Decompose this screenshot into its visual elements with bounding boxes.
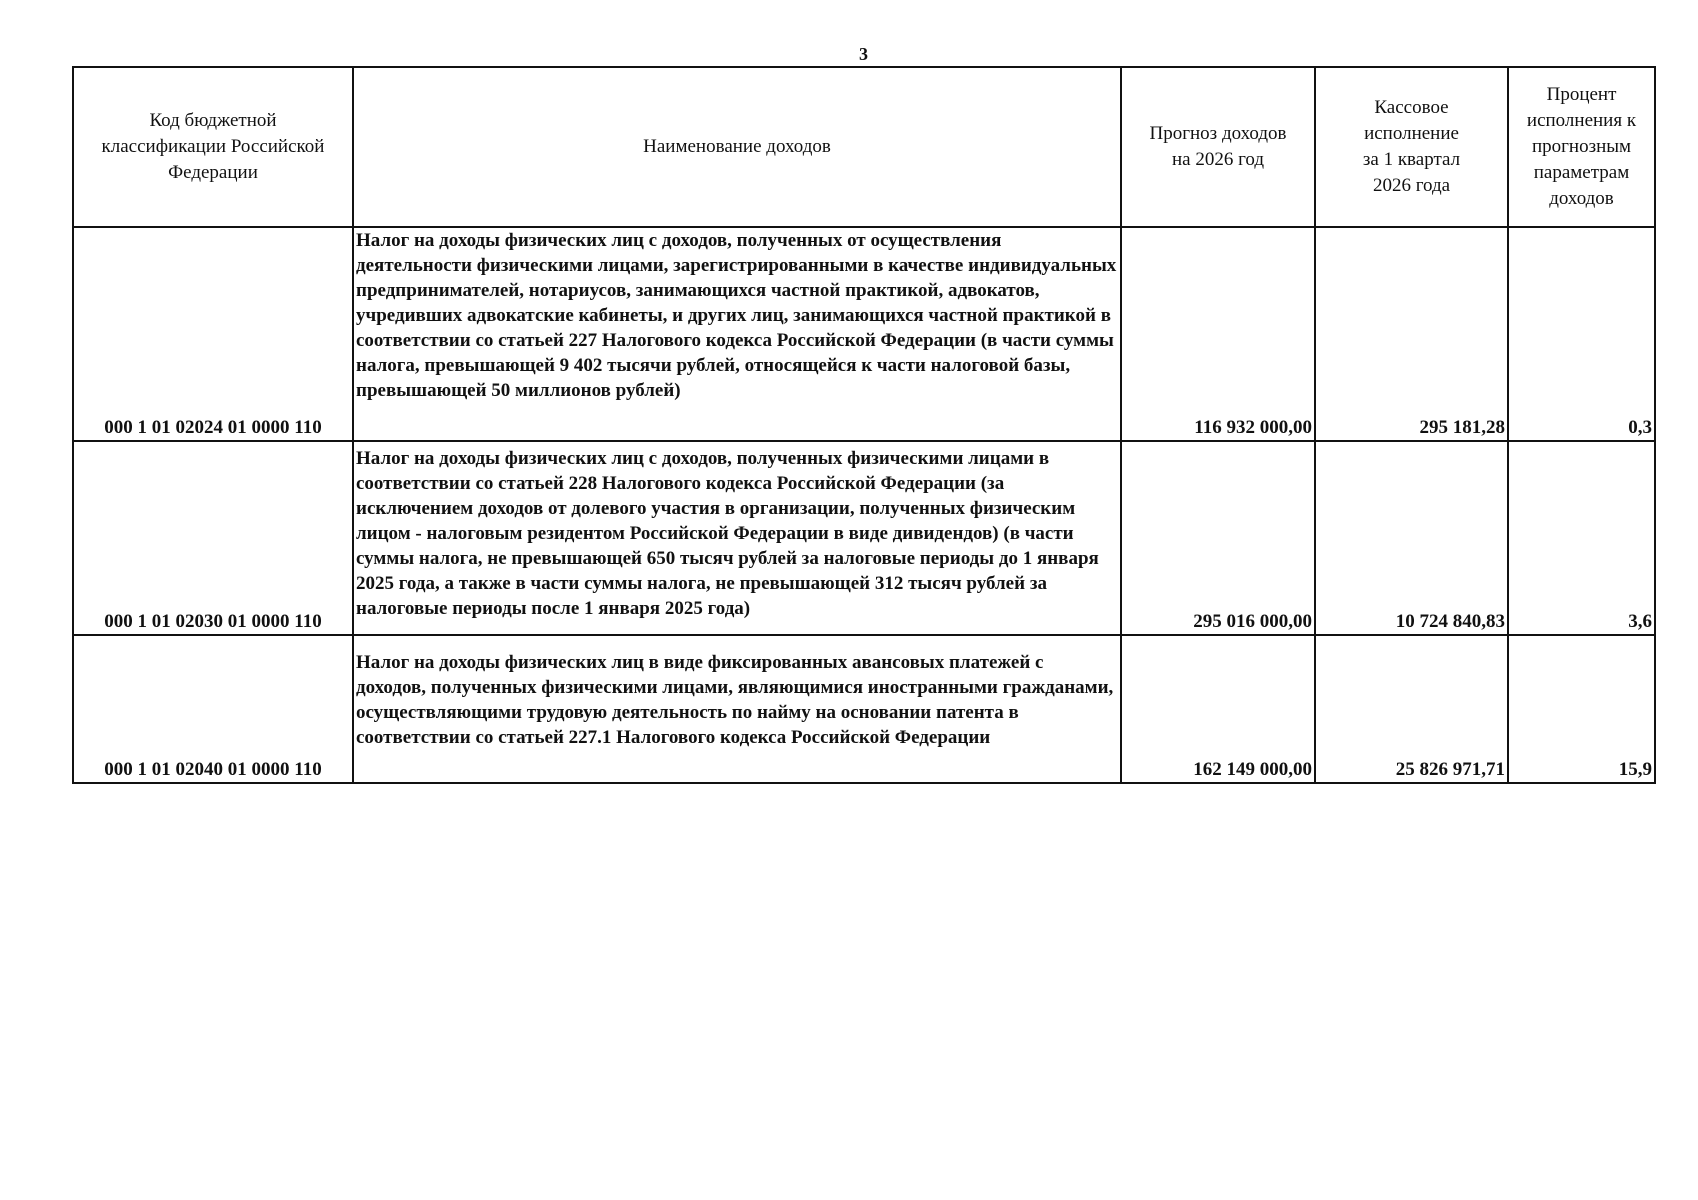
row-percent: 0,3: [1508, 227, 1655, 441]
row-execution: 295 181,28: [1315, 227, 1508, 441]
row-forecast: 295 016 000,00: [1121, 441, 1315, 635]
row-forecast: 162 149 000,00: [1121, 635, 1315, 783]
row-forecast: 116 932 000,00: [1121, 227, 1315, 441]
header-percent: Процент исполнения к прогнозным параметрам доходов: [1508, 67, 1655, 227]
header-name: Наименование доходов: [353, 67, 1121, 227]
revenue-table: [72, 66, 1656, 784]
row-name: Налог на доходы физических лиц с доходов, полученных от осуществления деятельности физическими лицами, зарегистрированными в качестве индивидуальных предпринимателей, нотариусов, занимающихся частной практикой, адвокатов, учредивших адвокатские кабинеты, и других лиц, занимающихся частной практикой в соответствии со статьей 227 Налогового кодекса Российской Федерации (в части суммы налога, превышающей 9 402 тысячи рублей, относящейся к части налоговой базы, превышающей 50 миллионов рублей): [353, 227, 1121, 441]
table-header-row: [73, 67, 1655, 227]
header-code: Код бюджетной классификации Российской Федерации: [73, 67, 353, 227]
row-code: 000 1 01 02040 01 0000 110: [73, 635, 353, 783]
row-code: 000 1 01 02030 01 0000 110: [73, 441, 353, 635]
header-execution: Кассовое исполнение за 1 квартал 2026 года: [1315, 67, 1508, 227]
table-row: [73, 441, 1655, 635]
row-execution: 10 724 840,83: [1315, 441, 1508, 635]
table-row: [73, 227, 1655, 441]
row-percent: 3,6: [1508, 441, 1655, 635]
page-number: 3: [859, 44, 868, 64]
table-row: [73, 635, 1655, 783]
row-name: Налог на доходы физических лиц с доходов, полученных физическими лицами в соответствии со статьей 228 Налогового кодекса Российской Федерации (за исключением доходов от долевого участия в организации, полученных физическим лицом - налоговым резидентом Российской Федерации в виде дивидендов) (в части суммы налога, не превышающей 650 тысяч рублей за налоговые периоды до 1 января 2025 года, а также в части суммы налога, не превышающей 312 тысяч рублей за налоговые периоды после 1 января 2025 года): [353, 441, 1121, 635]
row-percent: 15,9: [1508, 635, 1655, 783]
row-name: Налог на доходы физических лиц в виде фиксированных авансовых платежей с доходов, полученных физическими лицами, являющимися иностранными гражданами, осуществляющими трудовую деятельность по найму на основании патента в соответствии со статьей 227.1 Налогового кодекса Российской Федерации: [353, 635, 1121, 783]
header-forecast: Прогноз доходов на 2026 год: [1121, 67, 1315, 227]
row-code: 000 1 01 02024 01 0000 110: [73, 227, 353, 441]
row-execution: 25 826 971,71: [1315, 635, 1508, 783]
